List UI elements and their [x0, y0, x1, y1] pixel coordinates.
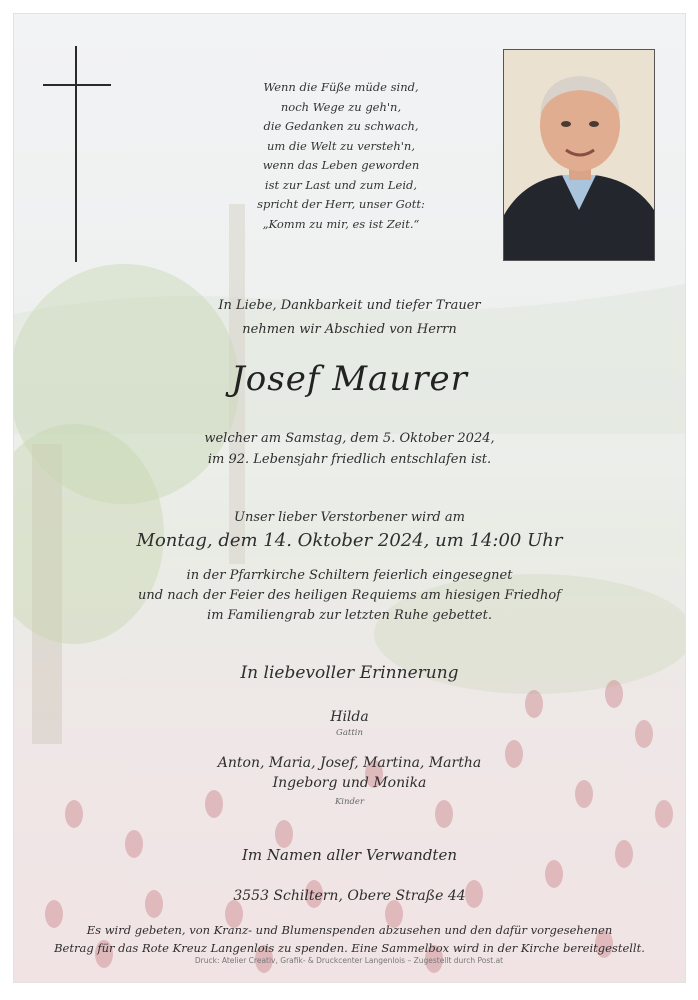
- poem-line: „Komm zu mir, es ist Zeit.“: [262, 216, 420, 231]
- poem-line: Wenn die Füße müde sind,: [263, 80, 419, 94]
- children-role: Kinder: [334, 797, 365, 807]
- address: 3553 Schiltern, Obere Straße 44: [233, 888, 466, 904]
- intro-text: [14, 294, 685, 342]
- children-names: [14, 753, 685, 793]
- obituary-card: [13, 13, 686, 983]
- donation-line: Es wird gebeten, von Kranz- und Blumenspenden abzusehen und den dafür vorgesehenen: [86, 923, 613, 937]
- wife-role: Gattin: [336, 728, 363, 738]
- relatives-line: Im Namen aller Verwandten: [242, 846, 457, 864]
- poem-line: die Gedanken zu schwach,: [263, 119, 419, 133]
- poem-line: noch Wege zu geh'n,: [280, 99, 402, 114]
- poem-line: um die Welt zu versteh'n,: [267, 138, 415, 153]
- portrait-photo: [503, 49, 655, 261]
- memory-heading: In liebevoller Erinnerung: [240, 663, 459, 683]
- donation-note: [14, 921, 685, 957]
- printer-credit: Druck: Atelier Creativ, Grafik- & Druckcenter Langenlois – Zugestellt durch Post.at: [194, 956, 504, 965]
- intro-line: In Liebe, Dankbarkeit und tiefer Trauer: [218, 298, 481, 313]
- poem: [216, 78, 466, 234]
- death-line: im 92. Lebensjahr friedlich entschlafen ist.: [207, 452, 492, 467]
- children-line: Anton, Maria, Josef, Martina, Martha: [217, 755, 482, 771]
- poem-line: wenn das Leben geworden: [262, 158, 420, 172]
- poem-line: spricht der Herr, unser Gott:: [257, 197, 425, 211]
- death-info: [14, 428, 685, 470]
- children-line: Ingeborg und Monika: [272, 775, 427, 791]
- announcement: Unser lieber Verstorbener wird am: [234, 510, 465, 525]
- blessing-line: und nach der Feier des heiligen Requiems am hiesigen Friedhof: [138, 588, 561, 603]
- cross-icon: [43, 46, 113, 262]
- blessing-line: im Familiengrab zur letzten Ruhe gebettet.: [207, 608, 492, 623]
- blessing-line: in der Pfarrkirche Schiltern feierlich eingesegnet: [186, 568, 513, 583]
- death-line: welcher am Samstag, dem 5. Oktober 2024,: [204, 431, 495, 446]
- deceased-name: Josef Maurer: [231, 359, 468, 399]
- blessing-text: [14, 566, 685, 626]
- poem-line: ist zur Last und zum Leid,: [264, 177, 418, 192]
- wife-name: Hilda: [330, 709, 369, 725]
- intro-line: nehmen wir Abschied von Herrn: [242, 322, 457, 337]
- donation-line: Betrag für das Rote Kreuz Langenlois zu spenden. Eine Sammelbox wird in der Kirche bereitgestellt.: [54, 941, 645, 955]
- funeral-date: Montag, dem 14. Oktober 2024, um 14:00 Uhr: [136, 530, 563, 551]
